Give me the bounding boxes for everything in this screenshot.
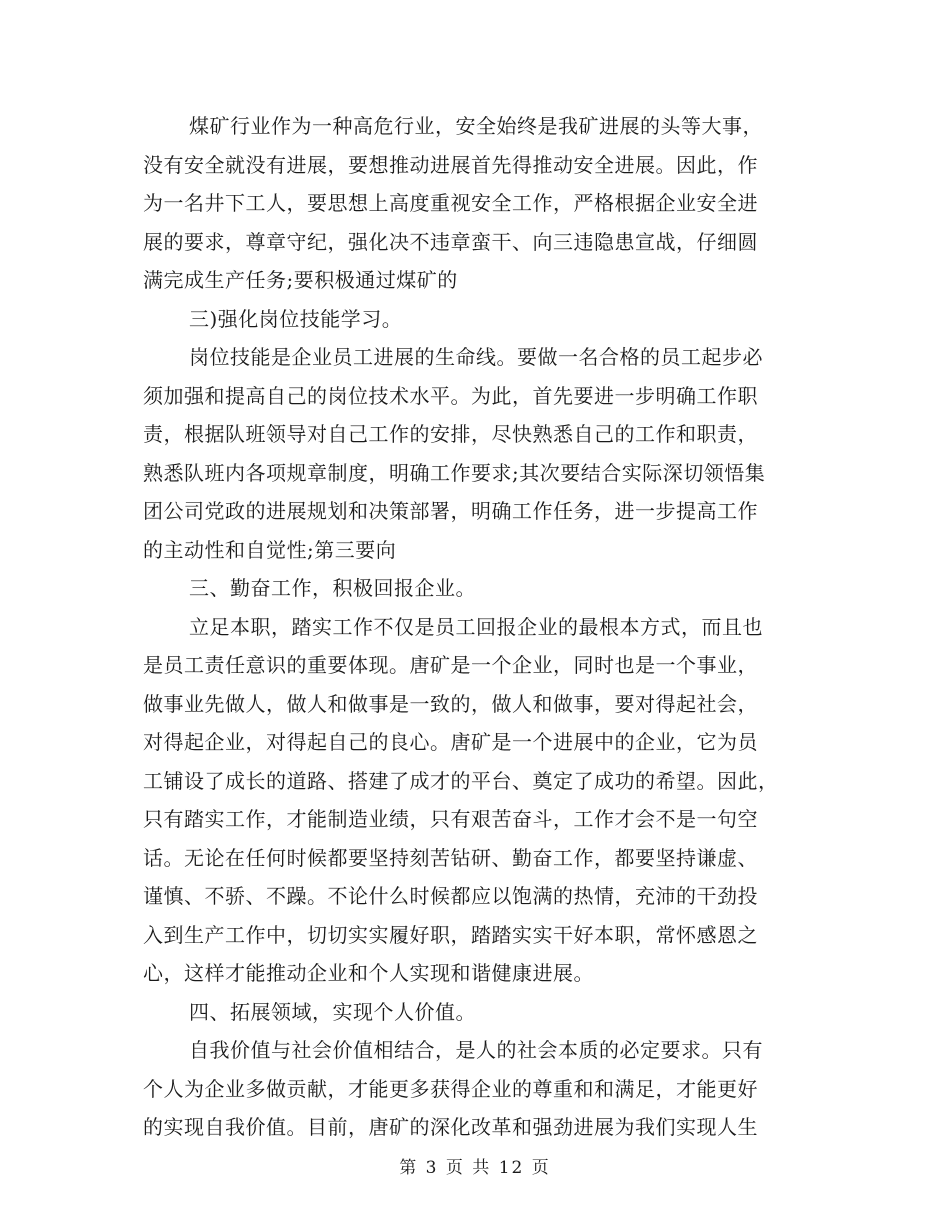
text-line: 的实现自我价值。目前，唐矿的深化改革和强劲进展为我们实现人生 (143, 1115, 758, 1139)
document-body (143, 107, 808, 1147)
section-heading: 四、拓展领域，实现个人价值。 (189, 999, 476, 1024)
section-heading: 三、勤奋工作，积极回报企业。 (189, 576, 476, 600)
section-heading: 三)强化岗位技能学习。 (189, 306, 403, 331)
text-line: 为一名井下工人，要思想上高度重视安全工作，严格根据企业安全进 (143, 191, 758, 215)
text-line: 是员工责任意识的重要体现。唐矿是一个企业，同时也是一个事业， (143, 653, 758, 677)
text-line: 岗位技能是企业员工进展的生命线。要做一名合格的员工起步必 (189, 345, 763, 369)
text-line: 煤矿行业作为一种高危行业，安全始终是我矿进展的头等大事， (189, 114, 763, 138)
text-line: 对得起企业，对得起自己的良心。唐矿是一个进展中的企业，它为员 (143, 730, 758, 754)
text-line: 没有安全就没有进展，要想推动进展首先得推动安全进展。因此，作 (143, 152, 758, 177)
text-line: 团公司党政的进展规划和决策部署，明确工作任务，进一步提高工作 (143, 499, 758, 523)
page-number-footer: 第 3 页 共 12 页 (399, 1158, 551, 1178)
text-line: 心，这样才能推动企业和个人实现和谐健康进展。 (143, 961, 594, 985)
text-line: 话。无论在任何时候都要坚持刻苦钻研、勤奋工作，都要坚持谦虚、 (143, 845, 758, 870)
text-line: 须加强和提高自己的岗位技术水平。为此，首先要进一步明确工作职 (143, 383, 758, 408)
text-line: 的主动性和自觉性;第三要向 (143, 537, 397, 562)
text-line: 立足本职，踏实工作不仅是员工回报企业的最根本方式，而且也 (189, 614, 763, 639)
text-line: 熟悉队班内各项规章制度，明确工作要求;其次要结合实际深切领悟集 (143, 460, 766, 485)
text-line: 自我价值与社会价值相结合，是人的社会本质的必定要求。只有 (189, 1038, 763, 1062)
text-line: 责，根据队班领导对自己工作的安排，尽快熟悉自己的工作和职责， (143, 422, 758, 446)
text-line: 做事业先做人，做人和做事是一致的，做人和做事，要对得起社会， (143, 691, 758, 716)
text-line: 入到生产工作中，切切实实履好职，踏踏实实干好本职，常怀感恩之 (143, 922, 758, 947)
text-line: 满完成生产任务;要积极通过煤矿的 (143, 268, 458, 292)
text-line: 工铺设了成长的道路、搭建了成才的平台、奠定了成功的希望。因此， (143, 768, 779, 793)
text-line: 谨慎、不骄、不躁。不论什么时候都应以饱满的热情，充沛的干劲投 (143, 884, 758, 908)
text-line: 只有踏实工作，才能制造业绩，只有艰苦奋斗，工作才会不是一句空 (143, 807, 758, 831)
text-line: 个人为企业多做贡献，才能更多获得企业的尊重和和满足，才能更好 (143, 1076, 758, 1101)
text-line: 展的要求，尊章守纪，强化决不违章蛮干、向三违隐患宣战，仔细圆 (143, 229, 758, 254)
